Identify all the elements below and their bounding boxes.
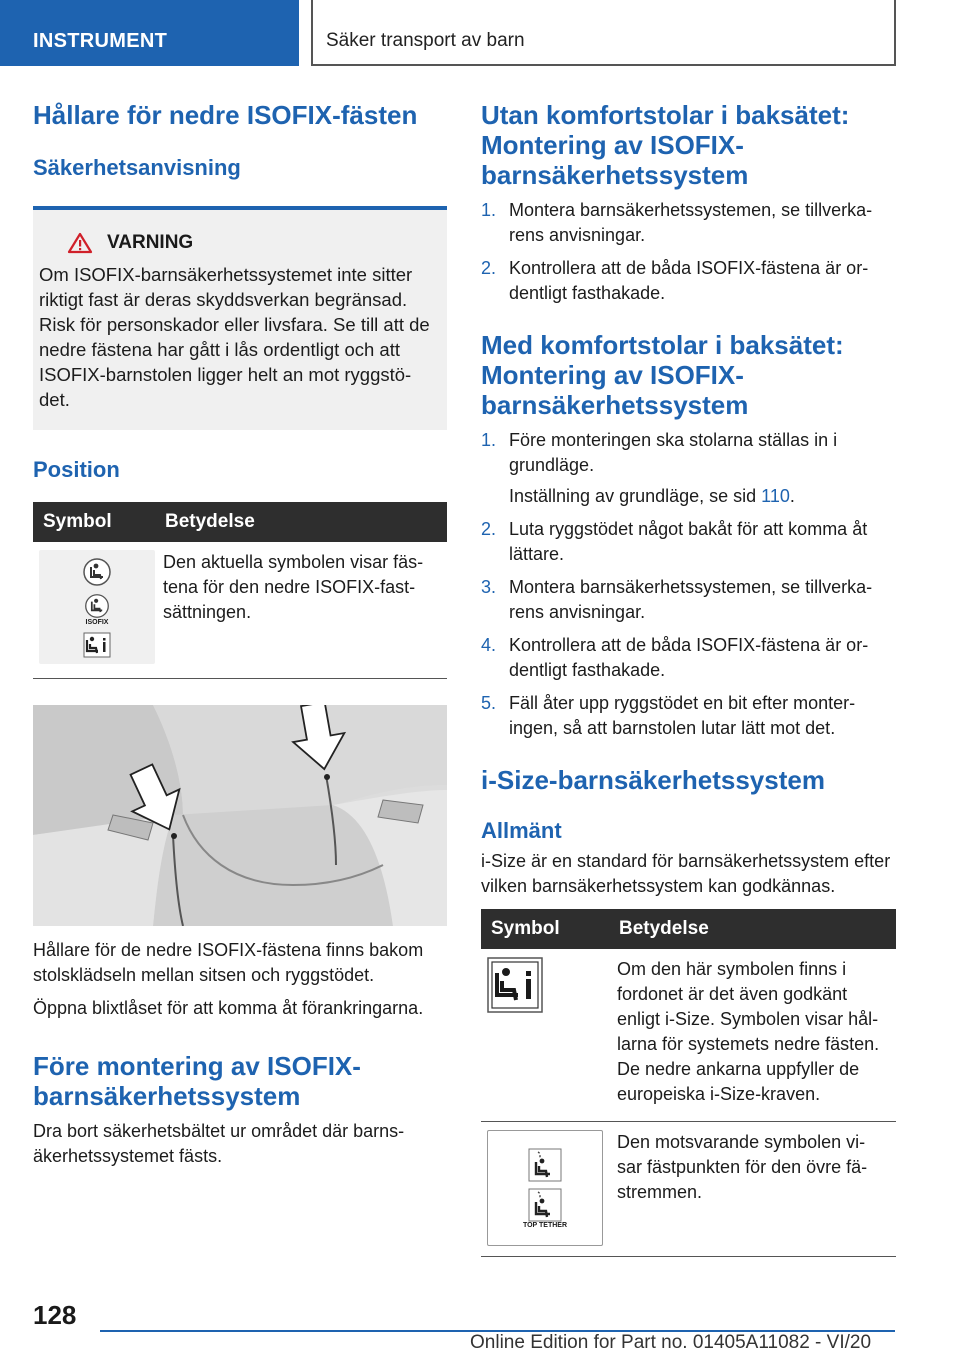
list-item: 2. Kontrollera att de båda ISOFIX-fästena är or-dentligt fasthakade. bbox=[481, 258, 869, 303]
table-row bbox=[33, 542, 447, 679]
top-tether-meaning-text: Den motsvarande symbolen vi-sar fästpunkten för den övre fä-stremmen. bbox=[617, 1132, 868, 1202]
safety-subtitle: Säkerhetsanvisning bbox=[33, 155, 241, 180]
isize-icon bbox=[487, 957, 543, 1013]
isofix-symbol-box bbox=[39, 550, 155, 664]
isize-symbol-table bbox=[481, 909, 896, 1257]
top-tether-caption: TOP TETHER bbox=[522, 1221, 568, 1229]
without-comfort-seats-heading: Utan komfortstolar i baksätet: Montering av ISOFIX-barnsäkerhetssystem bbox=[481, 100, 850, 190]
warning-header bbox=[39, 232, 435, 254]
left-column bbox=[33, 100, 447, 1169]
list-item: 5. Fäll åter upp ryggstödet en bit efter monter-ingen, så att barnstolen lutar lätt mot det. bbox=[481, 693, 856, 738]
page-number: 128 bbox=[33, 1300, 77, 1330]
isofix-child-seat-icon bbox=[84, 593, 110, 619]
warning-triangle-icon bbox=[67, 232, 93, 254]
section-tab bbox=[0, 0, 299, 66]
isofix-symbol-table bbox=[33, 502, 447, 679]
list-item: 1. Montera barnsäkerhetssystemen, se tillverka-rens anvisningar. bbox=[481, 200, 873, 245]
section-title: Hållare för nedre ISOFIX-fästen bbox=[33, 100, 418, 130]
page-link[interactable]: 110 bbox=[761, 486, 790, 506]
edition-footer: Online Edition for Part no. 01405A11082 - VI/20 bbox=[470, 1332, 872, 1353]
top-tether-badge bbox=[523, 1188, 567, 1229]
isofix-badge bbox=[84, 593, 110, 626]
warning-label: VARNING bbox=[107, 232, 194, 253]
rear-seat-illustration bbox=[33, 705, 447, 926]
zipper-caption: Öppna blixtlåset för att komma åt förankringarna. bbox=[33, 998, 424, 1018]
general-text: i-Size är en standard för barnsäkerhetssystem efter vilken barnsäkerhetssystem kan godkännas. bbox=[481, 851, 891, 896]
meaning-column-header: Betydelse bbox=[609, 909, 896, 949]
isofix-caption: ISOFIX bbox=[85, 618, 109, 626]
warning-text: Om ISOFIX-barnsäkerhetssystemet inte sitter riktigt fast är deras skyddsverkan begränsad. Risk för personskador eller livsfara. Se till att de nedre fästena har gått i lås ordentligt och att ISOFIX-barnstolen ligger helt an mot ryggstö-det. bbox=[39, 264, 430, 410]
isize-heading: i-Size-barnsäkerhetssystem bbox=[481, 765, 825, 795]
isize-meaning-text: Om den här symbolen finns i fordonet är det även godkänt enligt i-Size. Symbolen visar hål-larna för systemets nedre fästen. De nedre ankarna uppfyller de europeiska i-Size-kraven. bbox=[617, 959, 880, 1104]
steps-with-comfort-seats bbox=[481, 428, 896, 741]
seat-drawing bbox=[33, 705, 447, 926]
isofix-meaning-text: Den aktuella symbolen visar fäs-tena för den nedre ISOFIX-fast-sättningen. bbox=[163, 552, 424, 622]
symbol-column-header: Symbol bbox=[33, 502, 155, 542]
section-label: INSTRUMENT bbox=[33, 30, 168, 52]
warning-box bbox=[33, 206, 447, 430]
list-item: 4. Kontrollera att de båda ISOFIX-fästena är or-dentligt fasthakade. bbox=[481, 635, 869, 680]
meaning-column-header: Betydelse bbox=[155, 502, 447, 542]
right-column bbox=[481, 100, 896, 1257]
general-heading: Allmänt bbox=[481, 818, 562, 843]
before-mounting-text: Dra bort säkerhetsbältet ur området där barns-äkerhetssystemet fästs. bbox=[33, 1121, 405, 1166]
step-note: Inställning av grundläge, se sid 110. bbox=[509, 486, 795, 506]
list-item: 2. Luta ryggstödet något bakåt för att komma åt lättare. bbox=[481, 519, 868, 564]
position-heading: Position bbox=[33, 457, 120, 482]
steps-without-comfort-seats bbox=[481, 198, 896, 306]
list-item: 1. Före monteringen ska stolarna ställas in i grundläge. Inställning av grundläge, se sid 110. bbox=[481, 428, 896, 509]
top-tether-labeled-icon bbox=[528, 1188, 562, 1222]
top-tether-symbol-box bbox=[487, 1130, 603, 1246]
chapter-title: Säker transport av barn bbox=[326, 30, 525, 51]
anchor-location-caption: Hållare för de nedre ISOFIX-fästena finns bakom stolsklädseln mellan sitsen och ryggstödet. bbox=[33, 940, 424, 985]
symbol-column-header: Symbol bbox=[481, 909, 609, 949]
chapter-header bbox=[311, 0, 896, 66]
top-tether-seat-icon bbox=[528, 1148, 562, 1182]
child-seat-icon bbox=[82, 557, 112, 587]
table-row bbox=[481, 949, 896, 1122]
with-comfort-seats-heading: Med komfortstolar i baksätet: Montering av ISOFIX-barnsäkerhetssystem bbox=[481, 330, 844, 420]
list-item: 3. Montera barnsäkerhetssystemen, se tillverka-rens anvisningar. bbox=[481, 577, 873, 622]
before-mounting-heading: Före montering av ISOFIX-barnsäkerhetssystem bbox=[33, 1051, 361, 1111]
isize-icon bbox=[83, 632, 111, 658]
table-row bbox=[481, 1122, 896, 1257]
